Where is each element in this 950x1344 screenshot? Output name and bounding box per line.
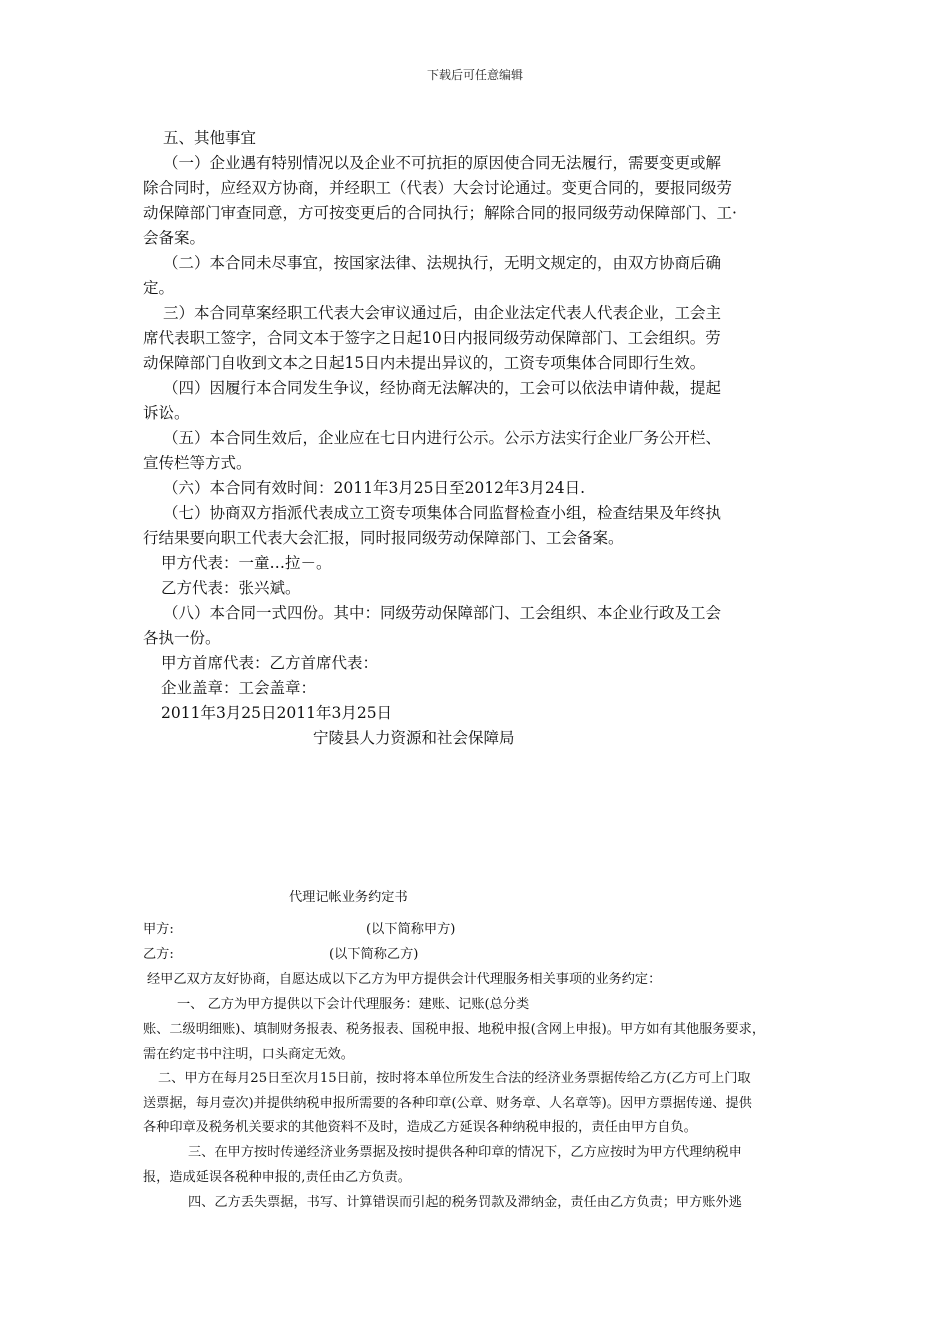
paragraph-line: （七）协商双方指派代表成立工资专项集体合同监督检查小组，检查结果及年终执 [163, 504, 722, 522]
party-b-label: 乙方: [143, 947, 174, 962]
paragraph-line: 定。 [143, 279, 175, 297]
paragraph-line: （六）本合同有效时间：2011年3月25日至2012年3月24日. [163, 479, 585, 497]
agreement-title: 代理记帐业务约定书 [289, 890, 408, 905]
paragraph-line: （二）本合同未尽事宜，按国家法律、法规执行，无明文规定的，由双方协商后确 [163, 254, 722, 272]
paragraph-line: 需在约定书中注明，口头商定无效。 [143, 1047, 354, 1062]
paragraph-line: 二、甲方在每月25日至次月15日前，按时将本单位所发生合法的经济业务票据传给乙方(乙方可上门取 [158, 1071, 751, 1086]
party-b-representative: 乙方代表：张兴斌。 [161, 579, 301, 597]
paragraph-line: 一、 乙方为甲方提供以下会计代理服务：建账、记账(总分类 [177, 997, 530, 1012]
paragraph-line: （八）本合同一式四份。其中：同级劳动保障部门、工会组织、本企业行政及工会 [163, 604, 722, 622]
paragraph-line: 动保障部门审查同意，方可按变更后的合同执行；解除合同的报同级劳动保障部门、工· [143, 204, 737, 222]
paragraph-line: 各种印章及税务机关要求的其他资料不及时，造成乙方延误各种纳税申报的，责任由甲方自负。 [143, 1120, 697, 1135]
date-line: 2011年3月25日2011年3月25日 [161, 704, 393, 722]
paragraph-line: 三、在甲方按时传递经济业务票据及按时提供各种印章的情况下，乙方应按时为甲方代理纳税申 [188, 1145, 742, 1160]
section-heading: 五、其他事宜 [163, 129, 257, 147]
paragraph-line: 诉讼。 [143, 404, 190, 422]
paragraph-line: 宣传栏等方式。 [143, 454, 252, 472]
paragraph-line: 会备案。 [143, 229, 206, 247]
paragraph-line: 三）本合同草案经职工代表大会审议通过后，由企业法定代表人代表企业，工会主 [163, 304, 722, 322]
paragraph-line: 经甲乙双方友好协商，自愿达成以下乙方为甲方提供会计代理服务相关事项的业务约定： [147, 972, 662, 987]
party-b-note: (以下简称乙方) [329, 947, 419, 962]
paragraph-line: 各执一份。 [143, 629, 221, 647]
party-a-representative: 甲方代表：一童…拉－。 [161, 554, 332, 572]
paragraph-line: 账、二级明细账)、填制财务报表、税务报表、国税申报、地税申报(含网上申报)。甲方如有其他服务要求， [143, 1022, 766, 1037]
paragraph-line: （四）因履行本合同发生争议，经协商无法解决的，工会可以依法申请仲裁，提起 [163, 379, 722, 397]
seals-line: 企业盖章：工会盖章： [161, 679, 317, 697]
paragraph-line: 四、乙方丢失票据，书写、计算错误而引起的税务罚款及滞纳金，责任由乙方负责；甲方账外逃 [188, 1195, 742, 1210]
paragraph-line: 除合同时，应经双方协商，并经职工（代表）大会讨论通过。变更合同的，要报同级劳 [143, 179, 733, 197]
paragraph-line: 行结果要向职工代表大会汇报，同时报同级劳动保障部门、工会备案。 [143, 529, 624, 547]
party-a-label: 甲方: [143, 922, 174, 937]
paragraph-line: 席代表职工签字，合同文本于签字之日起10日内报同级劳动保障部门、工会组织。劳 [143, 329, 721, 347]
paragraph-line: 动保障部门自收到文本之日起15日内未提出异议的，工资专项集体合同即行生效。 [143, 354, 706, 372]
paragraph-line: 报，造成延误各税种申报的,责任由乙方负责。 [143, 1170, 411, 1185]
paragraph-line: （五）本合同生效后，企业应在七日内进行公示。公示方法实行企业厂务公开栏、 [163, 429, 722, 447]
paragraph-line: 送票据，每月壹次)并提供纳税申报所需要的各种印章(公章、财务章、人名章等)。因甲方票据传递、提供 [143, 1096, 752, 1111]
page-header: 下载后可任意编辑 [426, 68, 523, 82]
chief-representatives: 甲方首席代表：乙方首席代表： [161, 654, 379, 672]
issuing-authority: 宁陵县人力资源和社会保障局 [313, 729, 515, 747]
party-a-note: (以下简称甲方) [366, 922, 456, 937]
paragraph-line: （一）企业遇有特别情况以及企业不可抗拒的原因使合同无法履行，需要变更或解 [163, 154, 722, 172]
